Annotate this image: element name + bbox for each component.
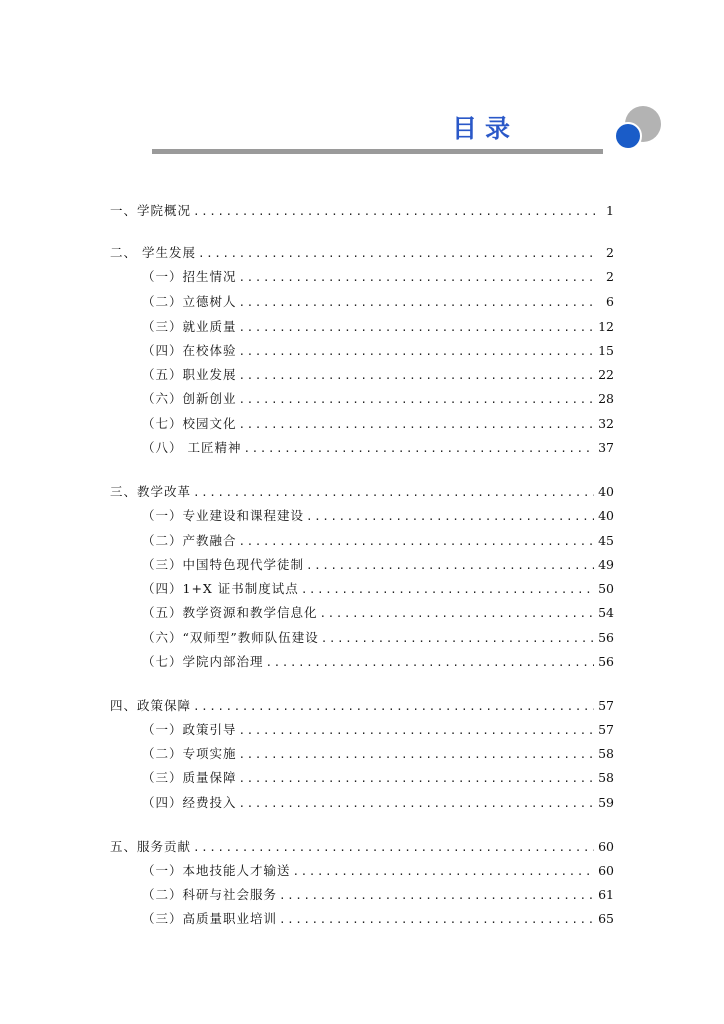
toc-entry-page: 6 [606,294,614,309]
toc-entry[interactable] [142,532,614,550]
toc-entry-label: （七）校园文化 [142,416,237,431]
toc-entry[interactable] [110,483,614,501]
toc-dot-leader [279,887,594,905]
toc-entry-page: 12 [598,319,614,334]
toc-entry-label: （一）本地技能人才输送 [142,863,291,878]
toc-entry-label: （三）就业质量 [142,319,237,334]
toc-entry-label: （七）学院内部治理 [142,654,264,669]
toc-entry-page: 56 [598,654,614,669]
toc-entry[interactable] [142,769,614,787]
toc-entry[interactable] [142,366,614,384]
toc-dot-leader [239,722,595,740]
toc-entry-page: 58 [598,746,614,761]
toc-dot-leader [239,533,595,551]
toc-entry-label: （四）经费投入 [142,795,237,810]
toc-entry-page: 1 [606,203,614,218]
toc-dot-leader [306,557,594,575]
toc-entry-label: （三）质量保障 [142,770,237,785]
toc-entry-page: 22 [598,367,614,382]
toc-dot-leader [239,746,595,764]
toc-dot-leader [193,484,594,502]
toc-entry-page: 49 [598,557,614,572]
toc-entry-page: 15 [598,343,614,358]
toc-dot-leader [321,630,594,648]
toc-entry-page: 59 [598,795,614,810]
toc-entry-label: 一、学院概况 [110,203,192,218]
toc-entry[interactable] [142,886,614,904]
toc-dot-leader [193,203,596,221]
toc-entry-label: （五）职业发展 [142,367,237,382]
toc-entry-label: 二、 学生发展 [110,245,196,260]
toc-entry-page: 57 [598,722,614,737]
toc-entry[interactable] [142,318,614,336]
toc-entry-page: 2 [606,269,614,284]
toc-entry-label: （二）科研与社会服务 [142,887,278,902]
toc-entry-page: 28 [598,391,614,406]
toc-entry-page: 32 [598,416,614,431]
toc-dot-leader [243,440,594,458]
toc-entry[interactable] [110,697,614,715]
toc-entry-page: 56 [598,630,614,645]
toc-entry-page: 60 [598,839,614,854]
toc-entry-page: 2 [606,245,614,260]
toc-entry-label: （六）创新创业 [142,391,237,406]
toc-dot-leader [239,416,595,434]
toc-entry-label: （三）中国特色现代学徒制 [142,557,305,572]
toc-entry-page: 54 [598,605,614,620]
toc-entry-label: （二）专项实施 [142,746,237,761]
toc-entry-label: （四）在校体验 [142,343,237,358]
toc-dot-leader [193,698,594,716]
toc-entry-page: 40 [598,484,614,499]
toc-entry-label: （二）立德树人 [142,294,237,309]
toc-dot-leader [239,770,595,788]
toc-entry[interactable] [142,745,614,763]
toc-entry-label: 五、服务贡献 [110,839,192,854]
toc-entry[interactable] [142,556,614,574]
toc-dot-leader [239,391,595,409]
toc-dot-leader [239,269,596,287]
toc-dot-leader [279,911,594,929]
toc-entry-label: （四）1+X 证书制度试点 [142,581,299,596]
toc-entry-label: 三、教学改革 [110,484,192,499]
toc-entry[interactable] [142,721,614,739]
toc-dot-leader [193,839,594,857]
toc-entry-page: 60 [598,863,614,878]
toc-dot-leader [239,294,596,312]
toc-entry[interactable] [142,268,614,286]
toc-entry[interactable] [142,653,614,671]
toc-entry-page: 37 [598,440,614,455]
toc-entry[interactable] [142,862,614,880]
toc-dot-leader [320,605,595,623]
toc-entry[interactable] [142,910,614,928]
toc-dot-leader [293,863,595,881]
toc-dot-leader [301,581,594,599]
toc-entry[interactable] [142,342,614,360]
toc-dot-leader [306,508,594,526]
toc-entry-label: （二）产教融合 [142,533,237,548]
toc-entry-label: （一）政策引导 [142,722,237,737]
toc-entry-label: （三）高质量职业培训 [142,911,278,926]
toc-entry[interactable] [142,439,614,457]
toc-entry[interactable] [110,838,614,856]
toc-entry[interactable] [110,244,614,262]
toc-dot-leader [239,319,595,337]
toc-dot-leader [266,654,595,672]
toc-entry[interactable] [142,507,614,525]
toc-entry-page: 58 [598,770,614,785]
toc-entry-label: （一）招生情况 [142,269,237,284]
toc-entry[interactable] [142,390,614,408]
toc-entry-page: 65 [598,911,614,926]
toc-entry[interactable] [110,202,614,220]
toc-entry-page: 57 [598,698,614,713]
toc-title: 目录 [452,114,519,143]
toc-entry-label: （六）“双师型”教师队伍建设 [142,630,319,645]
toc-entry-page: 61 [598,887,614,902]
toc-dot-leader [239,343,595,361]
toc-entry-label: （八） 工匠精神 [142,440,242,455]
toc-entry-page: 40 [598,508,614,523]
toc-entry[interactable] [142,293,614,311]
toc-dot-leader [198,245,596,263]
toc-entry[interactable] [142,629,614,647]
toc-entry-label: （一）专业建设和课程建设 [142,508,305,523]
toc-entry-page: 45 [598,533,614,548]
toc-entry-page: 50 [598,581,614,596]
toc-dot-leader [239,795,595,813]
toc-dot-leader [239,367,595,385]
toc-entry[interactable] [142,604,614,622]
toc-entry-label: （五）教学资源和教学信息化 [142,605,318,620]
toc-entry[interactable] [142,580,614,598]
toc-entry[interactable] [142,415,614,433]
toc-entry[interactable] [142,794,614,812]
toc-entry-label: 四、政策保障 [110,698,192,713]
